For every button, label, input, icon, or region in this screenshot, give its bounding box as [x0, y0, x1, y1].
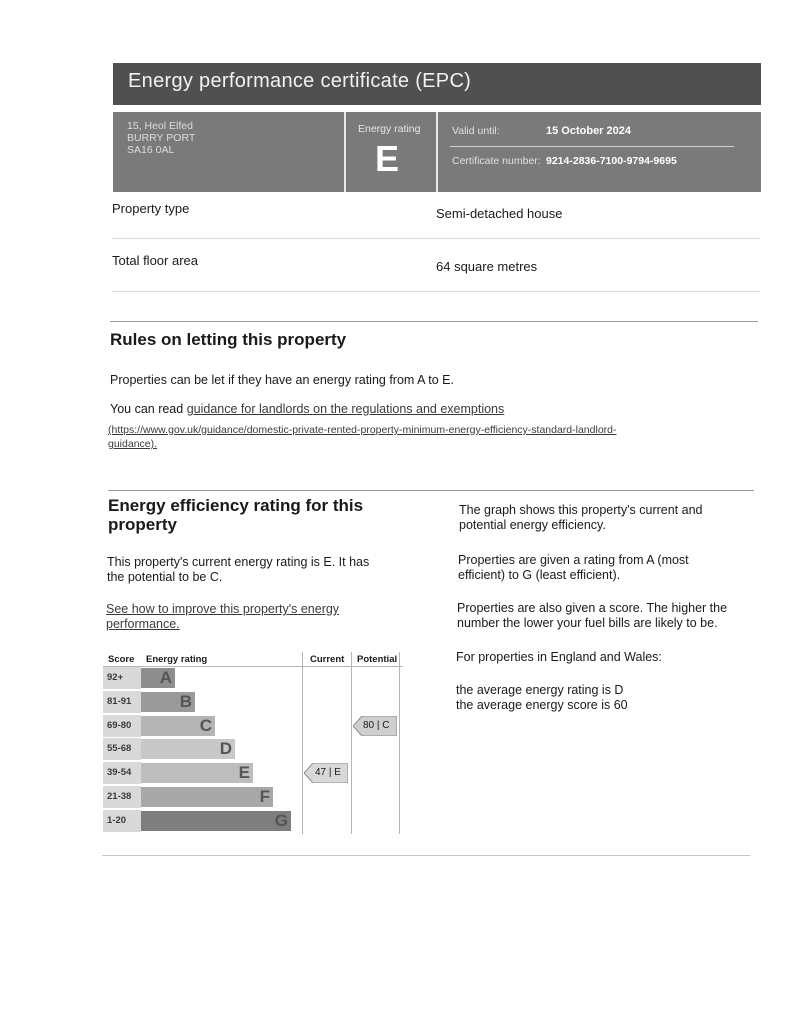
current-rating-label: 47 | E — [315, 767, 341, 779]
address-line: 15, Heol Elfed — [127, 120, 193, 132]
band-letter: C — [199, 715, 212, 735]
guidance-prefix: You can read — [110, 402, 187, 416]
efficiency-heading-line: property — [108, 515, 177, 534]
property-type-label: Property type — [112, 201, 190, 216]
score-column-header: Score — [108, 654, 135, 665]
rating-band-c — [103, 715, 303, 737]
band-letter: D — [219, 739, 232, 759]
landlord-guidance-link[interactable]: guidance for landlords on the regulations and exemptions — [186, 402, 505, 416]
floor-area-value: 64 square metres — [436, 259, 538, 274]
address-line: BURRY PORT — [127, 132, 196, 144]
property-address — [127, 120, 195, 156]
score-explanation-text — [457, 601, 727, 631]
text-line: the average energy score is 60 — [456, 698, 628, 712]
band-bar — [141, 811, 291, 831]
text-line: the potential to be C. — [107, 570, 223, 584]
row-divider — [112, 238, 760, 239]
band-bar — [141, 763, 253, 783]
guidance-url-cont[interactable]: guidance). — [108, 438, 158, 450]
region-text: For properties in England and Wales: — [456, 650, 662, 664]
text-line: the average energy rating is D — [456, 683, 624, 697]
band-score-label: 39-54 — [103, 762, 141, 784]
panel-divider — [344, 112, 346, 192]
section-divider — [108, 490, 754, 491]
panel-divider — [436, 112, 438, 192]
text-line: This property's current energy rating is E. It has — [107, 555, 370, 569]
rating-band-f — [103, 786, 303, 808]
improve-property-link[interactable] — [106, 602, 339, 632]
band-letter: A — [159, 668, 172, 687]
row-divider — [112, 291, 760, 292]
band-score-label: 81-91 — [103, 691, 141, 713]
rating-band-d — [103, 738, 303, 760]
band-letter: E — [238, 763, 250, 783]
floor-area-label: Total floor area — [112, 253, 198, 268]
band-letter: F — [259, 787, 270, 806]
rating-band-e — [103, 762, 303, 784]
graph-explanation-text — [459, 503, 702, 533]
rating-band-b — [103, 691, 303, 713]
band-score-label: 21-38 — [103, 786, 141, 808]
efficiency-heading-line: Energy efficiency rating for this — [108, 496, 364, 515]
text-line: Properties are also given a score. The higher the — [457, 601, 728, 615]
band-bar — [141, 739, 235, 759]
guidance-url[interactable]: (https://www.gov.uk/guidance/domestic-private-rented-property-minimum-energy-efficiency-standard-landlord- — [108, 424, 617, 436]
text-line: Properties are given a rating from A (most — [458, 553, 689, 567]
certificate-number-label: Certificate number: — [452, 155, 541, 167]
section-divider — [102, 855, 750, 856]
potential-column-header: Potential — [357, 654, 398, 665]
band-bar — [141, 668, 175, 688]
band-bar — [141, 787, 273, 807]
rating-band-a — [103, 667, 303, 689]
band-score-label: 1-20 — [103, 810, 141, 832]
band-score-label: 92+ — [103, 667, 141, 689]
letting-rules-text: Properties can be let if they have an energy rating from A to E. — [110, 373, 454, 387]
text-line: efficient) to G (least efficient). — [458, 568, 621, 582]
potential-rating-label: 80 | C — [363, 719, 390, 731]
text-line: The graph shows this property's current and — [459, 503, 703, 517]
average-rating-text — [456, 683, 628, 713]
link-line[interactable]: performance. — [106, 617, 180, 631]
band-bar — [141, 692, 195, 712]
letting-guidance-text — [110, 402, 504, 417]
valid-until-value: 15 October 2024 — [546, 125, 631, 137]
band-score-label: 69-80 — [103, 715, 141, 737]
current-column-header: Current — [310, 654, 345, 665]
rating-band-g — [103, 810, 303, 832]
chart-column-divider — [351, 652, 352, 834]
energy-rating-chart — [103, 652, 403, 836]
text-line: potential energy efficiency. — [459, 518, 606, 532]
panel-rule — [450, 146, 734, 147]
valid-until-label: Valid until: — [452, 125, 500, 137]
property-type-value: Semi-detached house — [436, 206, 563, 221]
rating-column-header: Energy rating — [146, 654, 208, 665]
text-line: number the lower your fuel bills are likely to be. — [457, 616, 718, 630]
band-letter: B — [179, 691, 192, 711]
rating-scale-text — [458, 553, 689, 583]
efficiency-heading — [108, 496, 363, 534]
current-rating-text — [107, 555, 369, 585]
letting-rules-heading: Rules on letting this property — [110, 330, 347, 349]
link-line[interactable]: See how to improve this property's energy — [106, 602, 340, 616]
band-letter: G — [274, 810, 288, 830]
band-score-label: 55-68 — [103, 738, 141, 760]
section-divider — [110, 321, 758, 322]
address-line: SA16 0AL — [127, 144, 175, 156]
energy-rating-label: Energy rating — [358, 123, 421, 135]
certificate-number-value: 9214-2836-7100-9794-9695 — [546, 155, 677, 167]
page-title: Energy performance certificate (EPC) — [128, 70, 472, 92]
band-bar — [141, 716, 215, 736]
chart-column-divider — [399, 652, 400, 834]
energy-rating-value: E — [375, 138, 400, 179]
